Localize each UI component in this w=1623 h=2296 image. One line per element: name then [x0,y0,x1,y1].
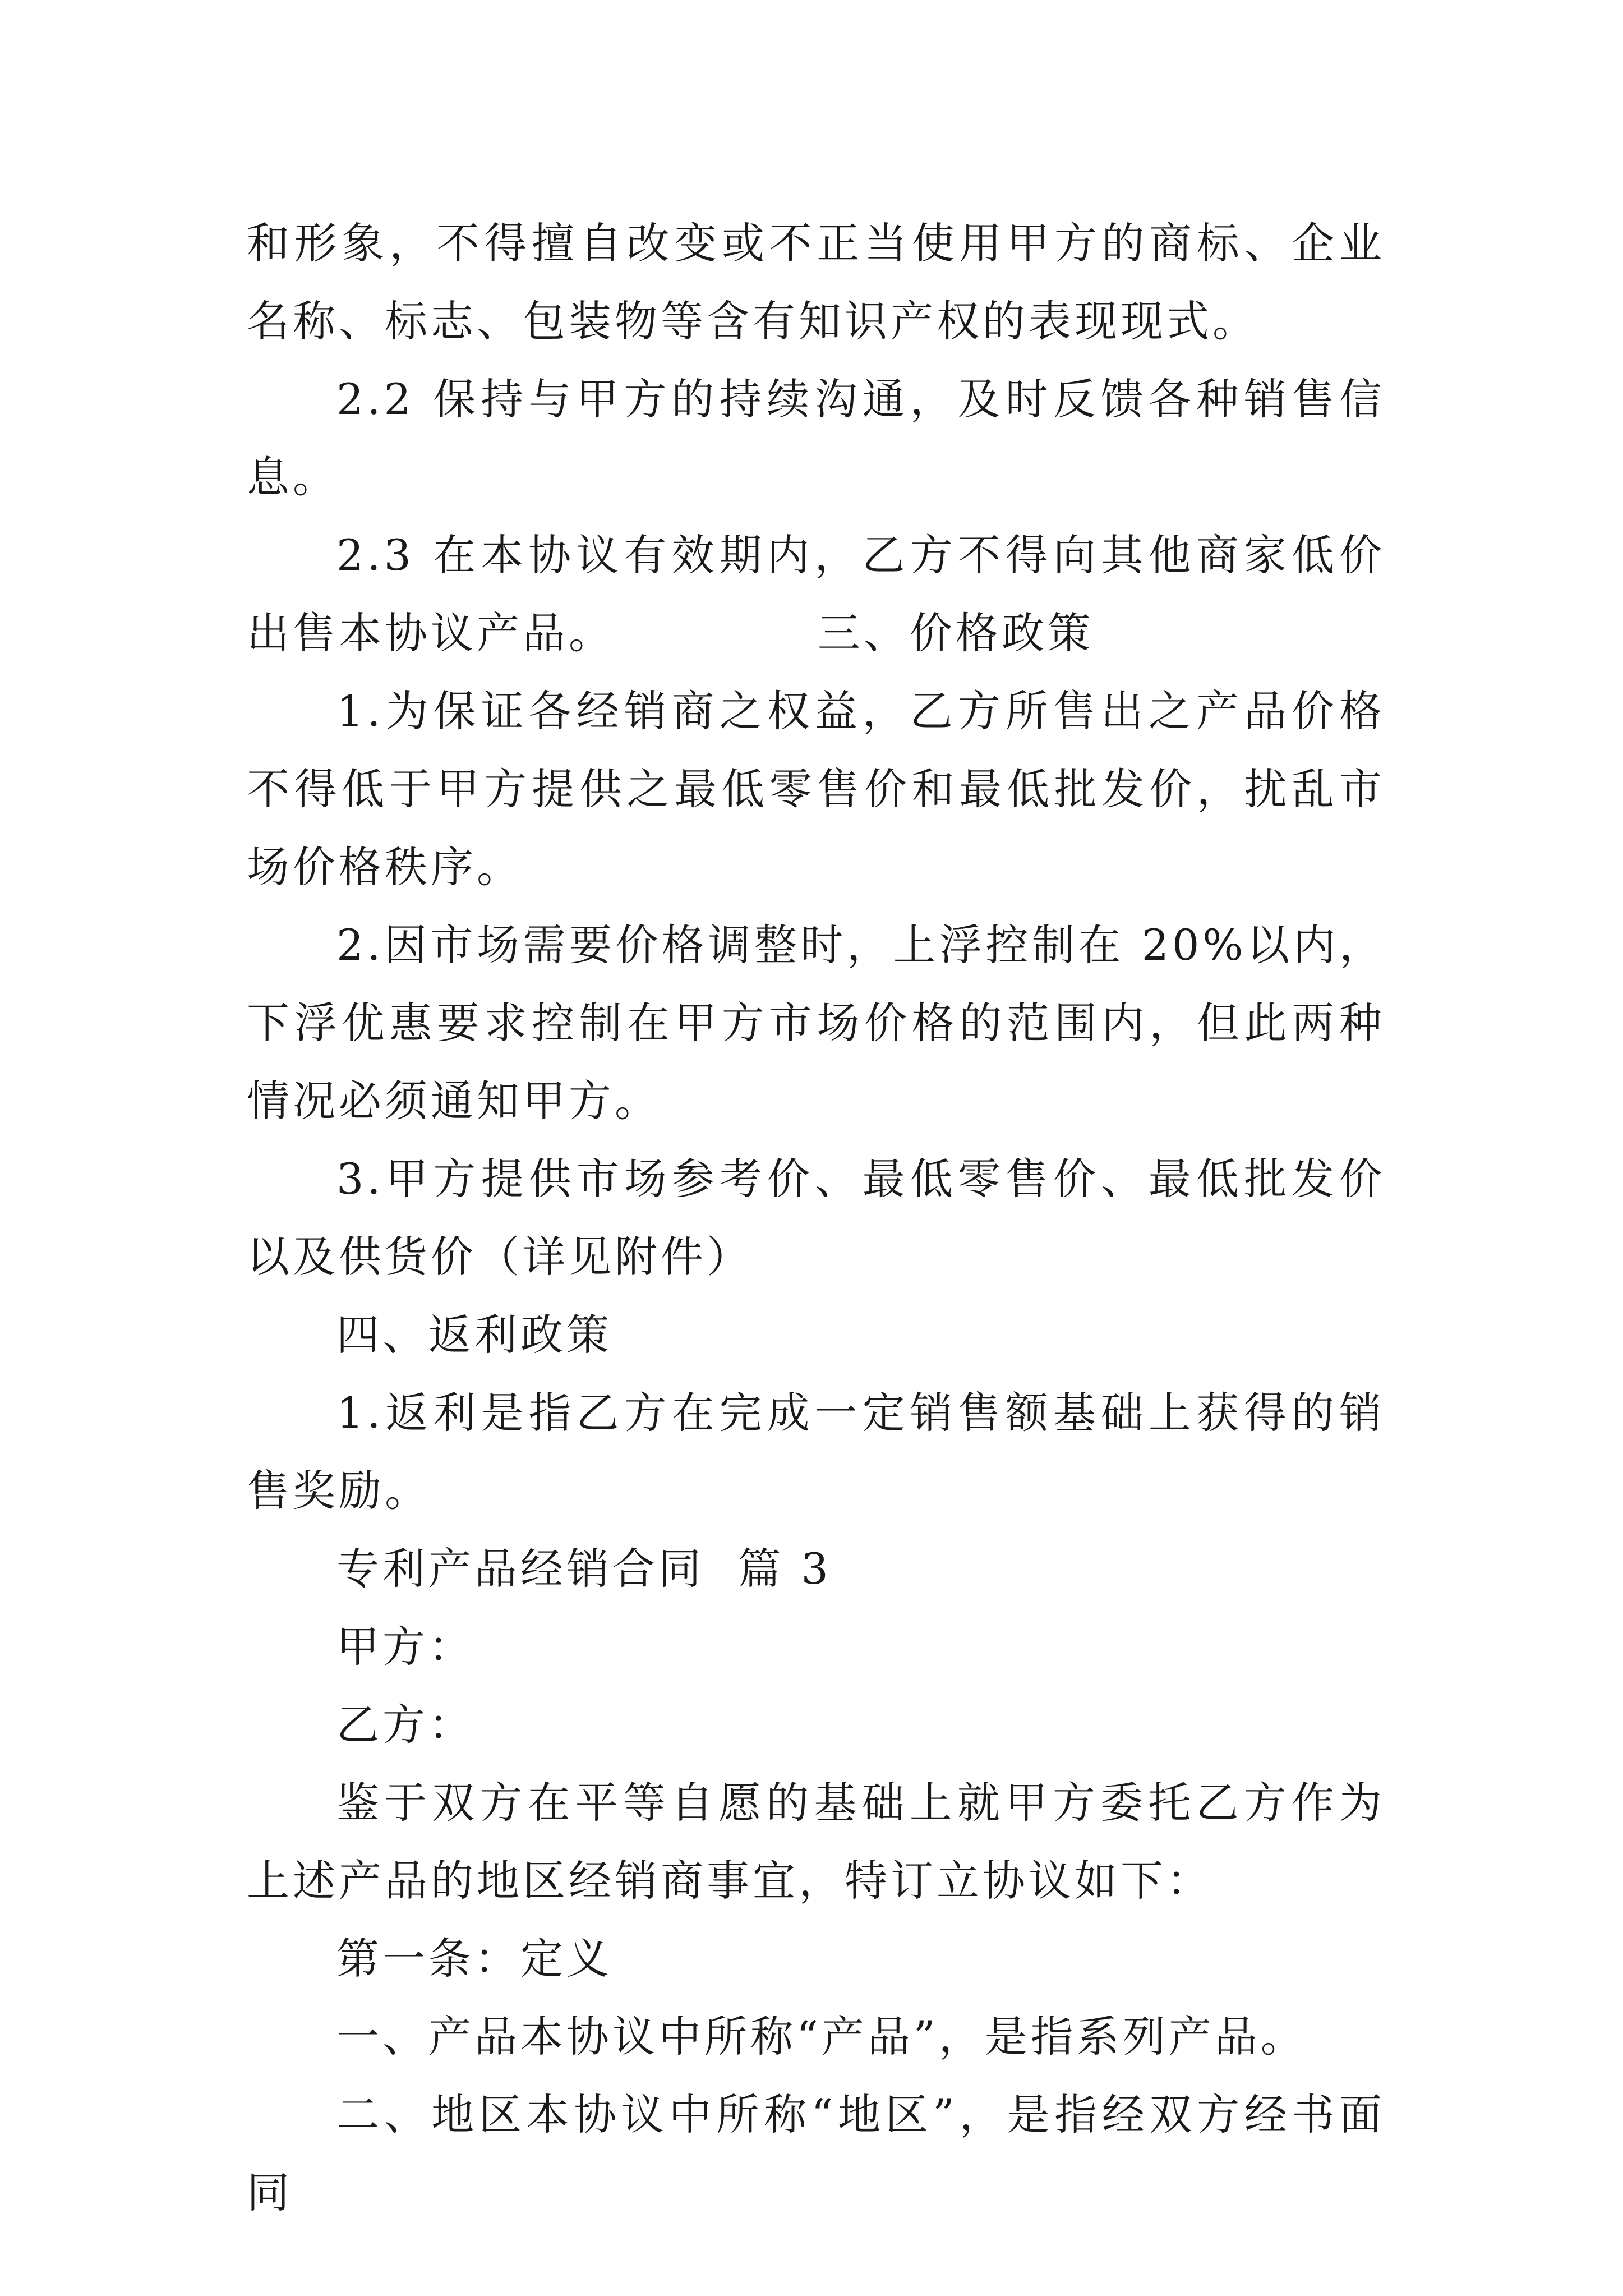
paragraph-preamble: 鉴于双方在平等自愿的基础上就甲方委托乙方作为上述产品的地区经销商事宜，特订立协议如下： [247,1778,1385,1906]
contract-title: 专利产品经销合同 篇 3 [336,1544,832,1594]
paragraph-price-2: 2.因市场需要价格调整时，上浮控制在 20%以内，下浮优惠要求控制在甲方市场价格的范围内，但此两种情况必须通知甲方。 [247,920,1385,1126]
party-a-label: 甲方： [336,1622,474,1672]
paragraph-clause-2-2: 2.2 保持与甲方的持续沟通，及时反馈各种销售信息。 [247,374,1385,502]
definition-region: 二、地区本协议中所称“地区”，是指经双方经书面同 [247,2090,1385,2217]
party-b-label: 乙方： [336,1700,474,1750]
paragraph-trademark-continuation: 和形象，不得擅自改变或不正当使用甲方的商标、企业名称、标志、包装物等含有知识产权的表现现式。 [247,218,1385,346]
article-1-heading: 第一条：定义 [336,1934,612,1984]
paragraph-price-1: 1.为保证各经销商之权益，乙方所售出之产品价格不得低于甲方提供之最低零售价和最低批发价，扰乱市场价格秩序。 [247,686,1385,892]
document-body [247,204,1385,2231]
section-heading-rebate: 四、返利政策 [336,1310,612,1360]
paragraph-rebate-1: 1.返利是指乙方在完成一定销售额基础上获得的销售奖励。 [247,1388,1385,1516]
paragraph-price-3: 3.甲方提供市场参考价、最低零售价、最低批发价以及供货价（详见附件） [247,1154,1385,1282]
paragraph-clause-2-3: 2.3 在本协议有效期内，乙方不得向其他商家低价出售本协议产品。 三、价格政策 [247,530,1385,658]
definition-product: 一、产品本协议中所称“产品”，是指系列产品。 [336,2012,1307,2062]
